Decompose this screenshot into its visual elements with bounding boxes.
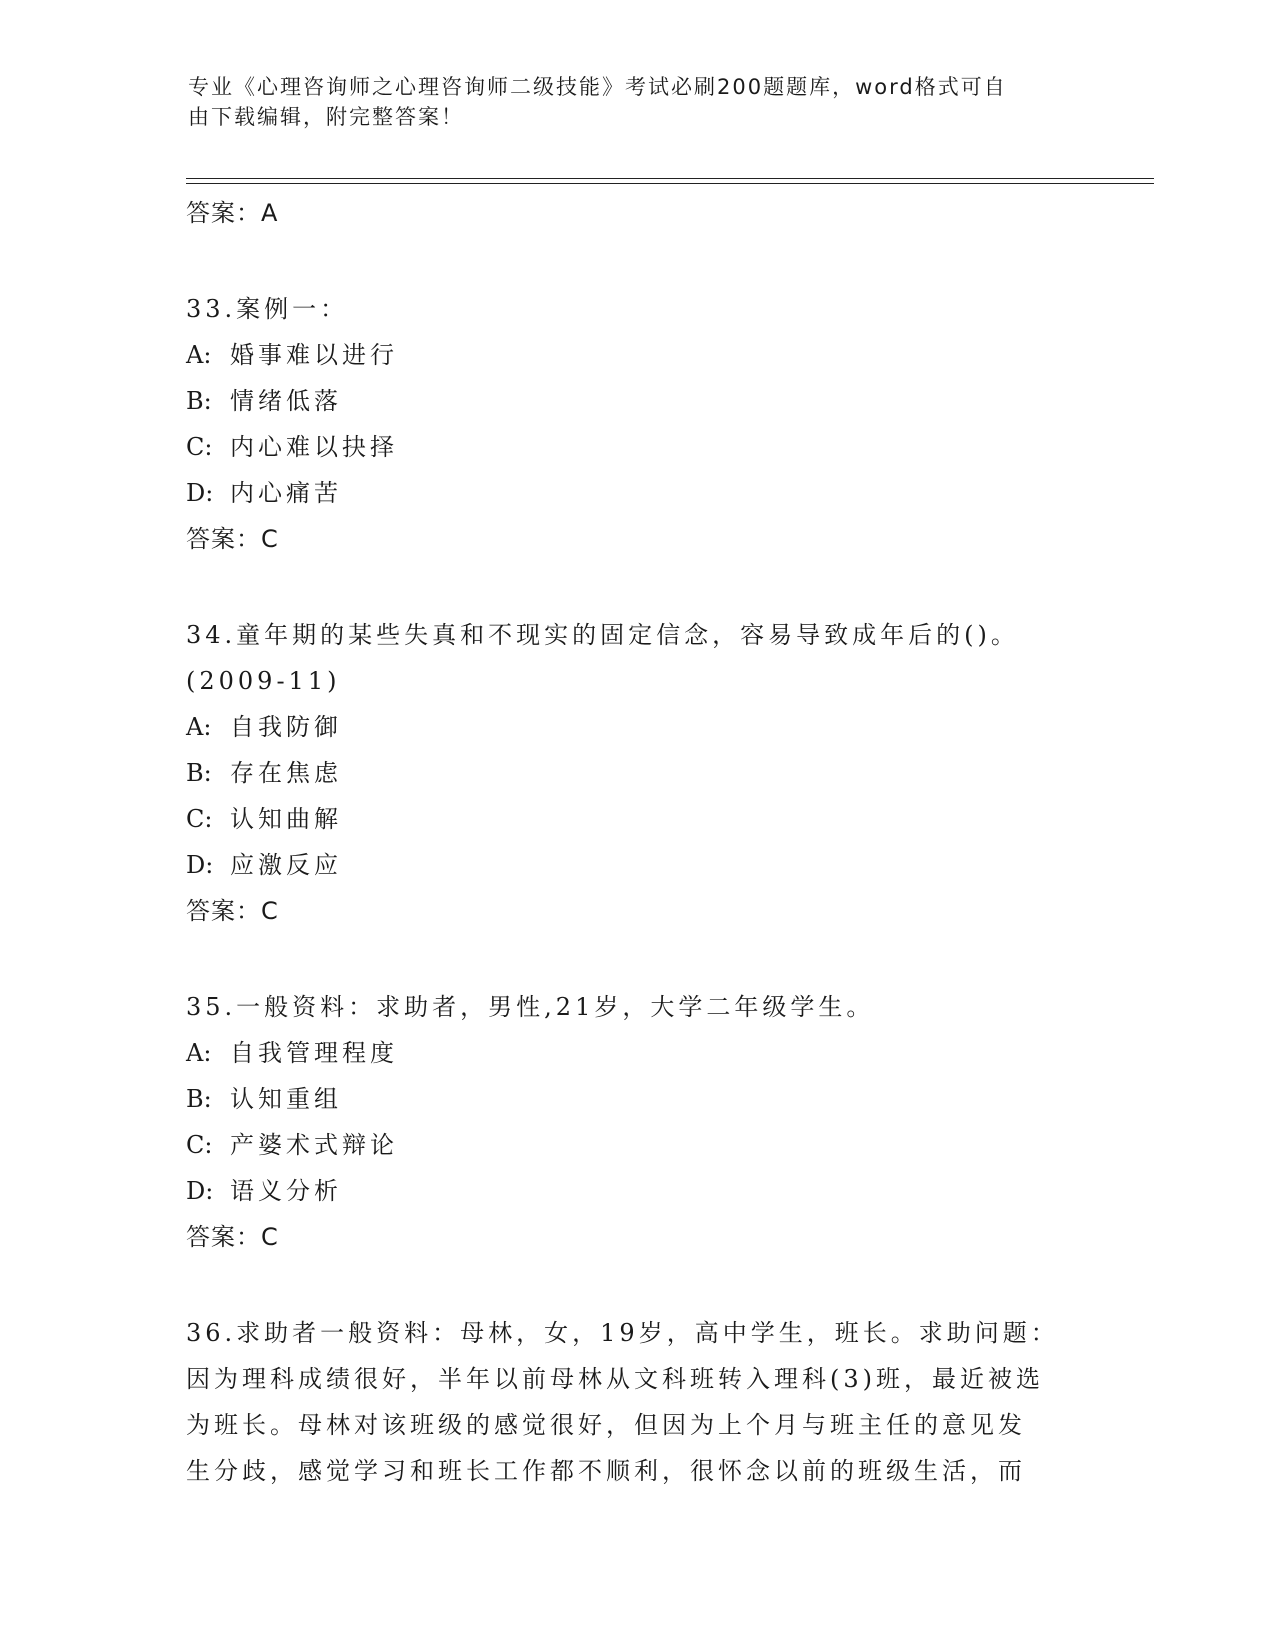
option-letter: D:	[186, 479, 214, 507]
question-33	[186, 286, 1086, 562]
header-line-1: 专业《心理咨询师之心理咨询师二级技能》考试必刷200题题库，word格式可自	[188, 75, 1007, 99]
question-text-continued: 为班长。母林对该班级的感觉很好，但因为上个月与班主任的意见发	[186, 1411, 1026, 1439]
option-c	[186, 424, 1086, 470]
document-header	[188, 72, 1068, 132]
question-text: 33.案例一：	[186, 295, 349, 323]
answer-label: 答案：C	[186, 525, 279, 553]
option-text: 认知曲解	[230, 805, 342, 833]
option-letter: A:	[186, 341, 212, 369]
option-letter: C:	[186, 805, 213, 833]
option-d	[186, 470, 1086, 516]
answer-label: 答案：C	[186, 897, 279, 925]
option-text: 情绪低落	[230, 387, 342, 415]
option-d	[186, 842, 1086, 888]
option-letter: B:	[186, 1085, 212, 1113]
question-text-continued: (2009-11)	[186, 667, 341, 695]
question-text: 34.童年期的某些失真和不现实的固定信念，容易导致成年后的()。	[186, 621, 1019, 649]
question-36	[186, 1310, 1086, 1494]
option-letter: C:	[186, 1131, 213, 1159]
header-divider-top	[186, 178, 1154, 179]
option-letter: A:	[186, 713, 212, 741]
option-letter: B:	[186, 387, 212, 415]
question-text-continued: 生分歧，感觉学习和班长工作都不顺利，很怀念以前的班级生活，而	[186, 1457, 1026, 1485]
option-letter: D:	[186, 1177, 214, 1205]
option-a	[186, 332, 1086, 378]
option-text: 语义分析	[230, 1177, 342, 1205]
option-text: 自我防御	[230, 713, 342, 741]
option-b	[186, 1076, 1086, 1122]
option-text: 产婆术式辩论	[230, 1131, 398, 1159]
option-letter: D:	[186, 851, 214, 879]
header-line-2: 由下载编辑，附完整答案！	[188, 105, 464, 129]
option-letter: A:	[186, 1039, 212, 1067]
question-35	[186, 984, 1086, 1260]
option-b	[186, 750, 1086, 796]
option-a	[186, 704, 1086, 750]
option-b	[186, 378, 1086, 424]
option-text: 应激反应	[230, 851, 342, 879]
option-c	[186, 1122, 1086, 1168]
question-text: 35.一般资料：求助者，男性,21岁，大学二年级学生。	[186, 993, 875, 1021]
option-text: 内心难以抉择	[230, 433, 398, 461]
header-divider-bottom	[186, 183, 1154, 184]
option-letter: B:	[186, 759, 212, 787]
answer-label: 答案：A	[186, 199, 279, 227]
option-text: 存在焦虑	[230, 759, 342, 787]
option-c	[186, 796, 1086, 842]
option-letter: C:	[186, 433, 213, 461]
option-text: 婚事难以进行	[230, 341, 398, 369]
option-text: 自我管理程度	[230, 1039, 398, 1067]
question-34	[186, 612, 1086, 934]
option-text: 内心痛苦	[230, 479, 342, 507]
option-text: 认知重组	[230, 1085, 342, 1113]
option-d	[186, 1168, 1086, 1214]
document-body	[186, 188, 1086, 1494]
question-text-continued: 因为理科成绩很好，半年以前母林从文科班转入理科(3)班，最近被选	[186, 1365, 1044, 1393]
option-a	[186, 1030, 1086, 1076]
question-text: 36.求助者一般资料：母林，女，19岁，高中学生，班长。求助问题：	[186, 1319, 1059, 1347]
answer-label: 答案：C	[186, 1223, 279, 1251]
